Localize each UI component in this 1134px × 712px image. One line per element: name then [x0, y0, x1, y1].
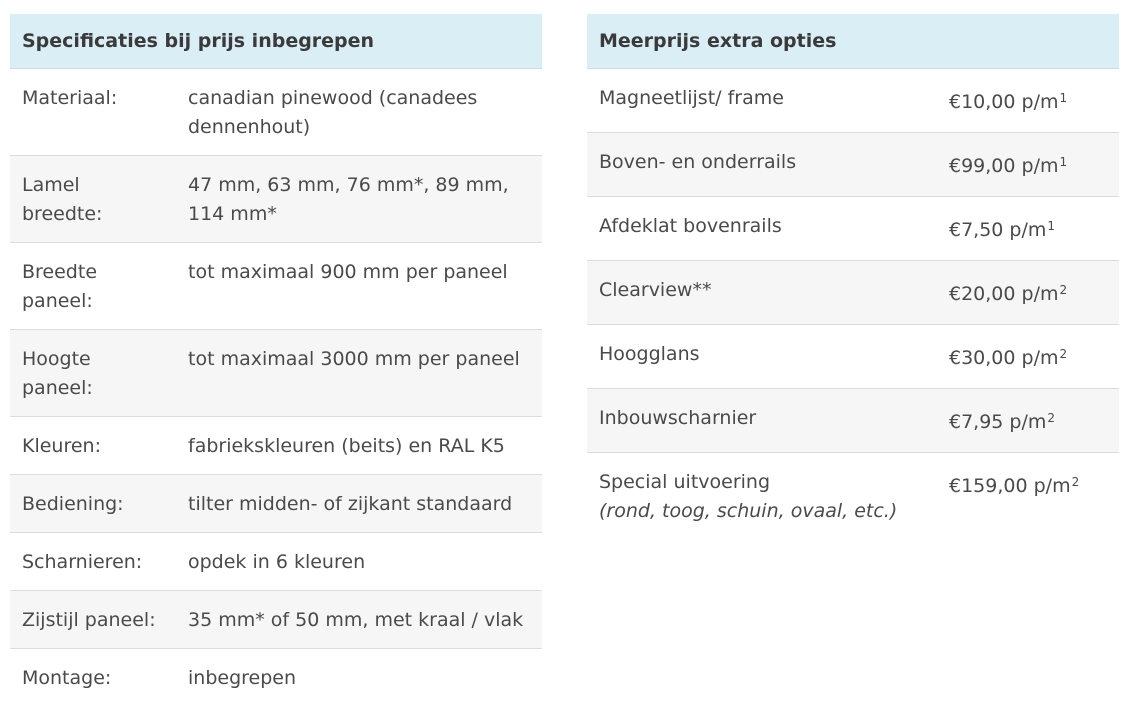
spec-value: tot maximaal 3000 mm per paneel	[176, 330, 542, 417]
option-row-hoogglans	[587, 325, 1119, 389]
option-price	[941, 325, 1119, 389]
price-exponent: 2	[1059, 347, 1068, 361]
price-exponent: 1	[1059, 155, 1068, 169]
option-sublabel: (rond, toog, schuin, ovaal, etc.)	[599, 500, 898, 522]
price-exponent: 2	[1071, 475, 1080, 489]
spec-value: tot maximaal 900 mm per paneel	[176, 243, 542, 330]
option-price	[941, 133, 1119, 197]
spec-label: Montage:	[10, 649, 176, 707]
option-price	[941, 261, 1119, 325]
spec-label: Hoogte paneel:	[10, 330, 176, 417]
spec-value: 35 mm* of 50 mm, met kraal / vlak	[176, 591, 542, 649]
option-label: Clearview**	[587, 261, 941, 325]
option-label: Boven- en onderrails	[587, 133, 941, 197]
spec-label: Scharnieren:	[10, 533, 176, 591]
spec-row-lamel-breedte	[10, 156, 542, 243]
price-text: €159,00 p/m	[949, 475, 1071, 497]
extra-options-table	[587, 14, 1119, 545]
price-exponent: 1	[1059, 91, 1068, 105]
spec-row-kleuren	[10, 417, 542, 475]
spec-row-scharnieren	[10, 533, 542, 591]
option-label: Magneetlijst/ frame	[587, 69, 941, 133]
option-price	[941, 453, 1119, 546]
spec-value: canadian pinewood (canadees dennenhout)	[176, 69, 542, 156]
option-price	[941, 389, 1119, 453]
option-price	[941, 69, 1119, 133]
option-label-text: Special uitvoering	[599, 471, 771, 493]
specifications-table	[10, 14, 542, 706]
spec-label: Breedte paneel:	[10, 243, 176, 330]
option-label: Hoogglans	[587, 325, 941, 389]
spec-row-montage	[10, 649, 542, 707]
option-price	[941, 197, 1119, 261]
option-row-clearview	[587, 261, 1119, 325]
spec-label: Lamel breedte:	[10, 156, 176, 243]
price-text: €10,00 p/m	[949, 91, 1059, 113]
specifications-header-row	[10, 14, 542, 69]
spec-value: 47 mm, 63 mm, 76 mm*, 89 mm, 114 mm*	[176, 156, 542, 243]
option-row-magneetlijst	[587, 69, 1119, 133]
spec-row-hoogte-paneel	[10, 330, 542, 417]
option-row-inbouwscharnier	[587, 389, 1119, 453]
spec-row-breedte-paneel	[10, 243, 542, 330]
option-label: Inbouwscharnier	[587, 389, 941, 453]
spec-row-bediening	[10, 475, 542, 533]
price-exponent: 1	[1047, 219, 1056, 233]
option-row-special-uitvoering	[587, 453, 1119, 546]
spec-value: opdek in 6 kleuren	[176, 533, 542, 591]
spec-label: Bediening:	[10, 475, 176, 533]
spec-label: Materiaal:	[10, 69, 176, 156]
price-text: €30,00 p/m	[949, 347, 1059, 369]
price-exponent: 2	[1059, 283, 1068, 297]
spec-row-zijstijl-paneel	[10, 591, 542, 649]
option-label	[587, 453, 941, 546]
extra-options-header-row	[587, 14, 1119, 69]
spec-value: inbegrepen	[176, 649, 542, 707]
price-exponent: 2	[1047, 411, 1056, 425]
price-text: €7,95 p/m	[949, 411, 1047, 433]
spec-label: Zijstijl paneel:	[10, 591, 176, 649]
specifications-title: Specificaties bij prijs inbegrepen	[10, 14, 542, 69]
option-label: Afdeklat bovenrails	[587, 197, 941, 261]
option-row-afdeklat	[587, 197, 1119, 261]
spec-value: fabriekskleuren (beits) en RAL K5	[176, 417, 542, 475]
price-text: €20,00 p/m	[949, 283, 1059, 305]
price-text: €7,50 p/m	[949, 219, 1047, 241]
price-text: €99,00 p/m	[949, 155, 1059, 177]
extra-options-title: Meerprijs extra opties	[587, 14, 1119, 69]
spec-row-materiaal	[10, 69, 542, 156]
spec-label: Kleuren:	[10, 417, 176, 475]
option-row-boven-onderrails	[587, 133, 1119, 197]
spec-value: tilter midden- of zijkant standaard	[176, 475, 542, 533]
